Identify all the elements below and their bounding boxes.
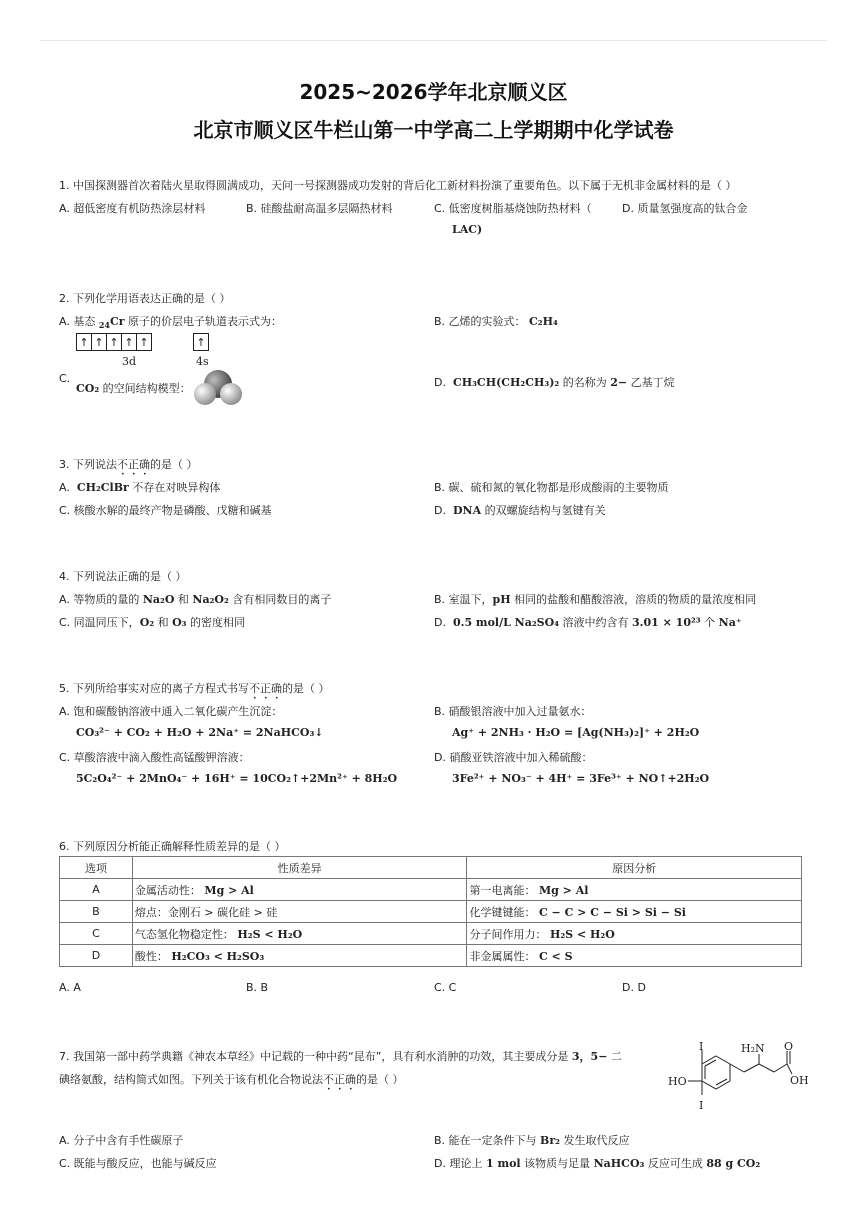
q4-a-pre: A. 等物质的量的 bbox=[59, 593, 140, 606]
table-row bbox=[60, 901, 802, 923]
q7-option-a[interactable]: A. 分子中含有手性碳原子 bbox=[59, 1134, 184, 1147]
q7-option-c[interactable]: C. 既能与酸反应，也能与碱反应 bbox=[59, 1157, 217, 1170]
orbital-box: ↑ bbox=[91, 333, 107, 351]
q7-stem1-formula: 3，5− bbox=[571, 1050, 608, 1063]
q1-option-c[interactable]: C. 低密度树脂基烧蚀防热材料（ bbox=[434, 202, 592, 215]
table-cell-option: D bbox=[60, 945, 133, 967]
q7-stem-line1 bbox=[59, 1048, 622, 1064]
q4-a-formula1: Na₂O bbox=[142, 593, 175, 606]
q4-c-formula2: O₃ bbox=[172, 616, 187, 629]
q5-option-b-equation: Ag⁺ + 2NH₃ · H₂O = [Ag(NH₃)₂]⁺ + 2H₂O bbox=[452, 726, 700, 739]
table-cell-reason bbox=[467, 923, 802, 945]
q6-option-b[interactable]: B. B bbox=[246, 981, 269, 994]
q7-d-formula1: 1 mol bbox=[485, 1157, 521, 1170]
table-cell-option: C bbox=[60, 923, 133, 945]
q5-stem-emphasis: 不正确 bbox=[249, 682, 282, 695]
q3-a-text: 不存在对映异构体 bbox=[128, 481, 221, 494]
q4-a-formula2: Na₂O₂ bbox=[192, 593, 229, 606]
cell-formula: Mg > Al bbox=[538, 883, 589, 897]
struct-amino: H₂N bbox=[741, 1042, 765, 1055]
q7-stem1-post: 二 bbox=[607, 1050, 622, 1063]
q2-b-text: B. 乙烯的实验式： bbox=[434, 315, 526, 328]
cell-formula: C − C > C − Si > Si − Si bbox=[538, 905, 686, 919]
q5-stem bbox=[59, 680, 330, 702]
q3-option-d[interactable] bbox=[434, 502, 606, 518]
q4-d-formula2: 3.01 × 10²³ bbox=[632, 616, 701, 629]
q6-option-a[interactable]: A. A bbox=[59, 981, 81, 994]
orbital-3d-label: 3d bbox=[122, 355, 137, 368]
q1-option-c-cont: LAC) bbox=[452, 223, 483, 236]
q6-stem: 6. 下列原因分析能正确解释性质差异的是（ ） bbox=[59, 840, 286, 853]
q5-option-d-equation: 3Fe²⁺ + NO₃⁻ + 4H⁺ = 3Fe³⁺ + NO↑+2H₂O bbox=[452, 772, 710, 785]
struct-iodine-top: I bbox=[699, 1040, 704, 1053]
orbital-4s-label: 4s bbox=[196, 355, 209, 368]
q4-d-formula1: 0.5 mol/L Na₂SO₄ bbox=[452, 616, 560, 629]
table-row bbox=[60, 879, 802, 901]
table-cell-property bbox=[132, 879, 467, 901]
q4-d-mid: 溶液中约含有 bbox=[559, 616, 633, 629]
q7-b-formula: Br₂ bbox=[540, 1134, 560, 1147]
orbital-box: ↑ bbox=[76, 333, 92, 351]
q3-d-label: D. bbox=[434, 504, 446, 517]
q4-stem: 4. 下列说法正确的是（ ） bbox=[59, 570, 187, 583]
q2-a-post: 原子的价层电子轨道表示式为： bbox=[128, 315, 283, 328]
q4-option-d[interactable] bbox=[434, 614, 742, 630]
q5-stem-post: 的是（ ） bbox=[282, 682, 330, 695]
q7-stem2-pre: 碘络氨酸，结构简式如图。下列关于该有机化合物说法 bbox=[59, 1073, 323, 1086]
q3-a-label: A. bbox=[59, 481, 70, 494]
table-header-cell: 原因分析 bbox=[467, 857, 802, 879]
cell-formula: H₂S < H₂O bbox=[237, 927, 303, 941]
q2-a-element: $_{24}$Cr bbox=[98, 315, 125, 331]
table-header-cell: 性质差异 bbox=[132, 857, 467, 879]
orbital-box: ↑ bbox=[136, 333, 152, 351]
cell-formula: H₂CO₃ < H₂SO₃ bbox=[171, 949, 265, 963]
q2-option-b[interactable] bbox=[434, 313, 558, 329]
orbital-box: ↑ bbox=[121, 333, 137, 351]
table-row bbox=[60, 945, 802, 967]
q7-d-mid: 该物质与足量 bbox=[520, 1157, 594, 1170]
q4-c-mid: 和 bbox=[154, 616, 173, 629]
q4-option-a[interactable] bbox=[59, 591, 331, 607]
q2-d-formula: CH₃CH(CH₂CH₃)₂ bbox=[452, 376, 560, 389]
q4-b-formula: pH bbox=[492, 593, 511, 606]
q6-option-d[interactable]: D. D bbox=[622, 981, 646, 994]
q7-stem1-pre: 7. 我国第一部中药学典籍《神农本草经》中记载的一种中药“昆布”，具有利水消肿的功效，其主要成分是 bbox=[59, 1050, 572, 1063]
page-title-line2: 北京市顺义区牛栏山第一中学高二上学期期中化学试卷 bbox=[193, 118, 674, 142]
q1-option-a[interactable]: A. 超低密度有机防热涂层材料 bbox=[59, 202, 206, 215]
table-cell-option: B bbox=[60, 901, 133, 923]
q5-option-c-equation: 5C₂O₄²⁻ + 2MnO₄⁻ + 16H⁺ = 10CO₂↑+2Mn²⁺ + 8H₂O bbox=[76, 772, 398, 785]
q7-d-pre: D. 理论上 bbox=[434, 1157, 486, 1170]
struct-iodine-bottom: I bbox=[699, 1099, 704, 1112]
q4-c-formula1: O₂ bbox=[139, 616, 155, 629]
q5-option-a-equation: CO₃²⁻ + CO₂ + H₂O + 2Na⁺ = 2NaHCO₃↓ bbox=[76, 726, 324, 739]
q1-option-b[interactable]: B. 硅酸盐耐高温多层隔热材料 bbox=[246, 202, 393, 215]
q7-b-pre: B. 能在一定条件下与 bbox=[434, 1134, 541, 1147]
q3-d-formula: DNA bbox=[452, 504, 482, 517]
q5-option-a[interactable]: A. 饱和碳酸钠溶液中通入二氧化碳产生沉淀： bbox=[59, 705, 283, 718]
cell-text: 分子间作用力： bbox=[469, 927, 547, 941]
q3-option-a[interactable] bbox=[59, 479, 220, 495]
q4-c-pre: C. 同温同压下， bbox=[59, 616, 140, 629]
q7-stem2-emphasis: 不正确 bbox=[323, 1073, 356, 1086]
co2-space-filling-model bbox=[192, 368, 244, 408]
q4-a-post: 含有相同数目的离子 bbox=[228, 593, 332, 606]
table-cell-reason bbox=[467, 901, 802, 923]
q4-option-c[interactable] bbox=[59, 614, 245, 630]
orbital-box: ↑ bbox=[193, 333, 209, 351]
q3-stem-pre: 3. 下列说法 bbox=[59, 458, 117, 471]
q6-option-c[interactable]: C. C bbox=[434, 981, 457, 994]
diiodotyrosine-structure bbox=[664, 1038, 814, 1120]
q7-stem-line2 bbox=[59, 1071, 404, 1093]
q1-stem: 1. 中国探测器首次着陆火星取得圆满成功，天问一号探测器成功发射的背后化工新材料扮演了重要角色。以下属于无机非金属材料的是（ ） bbox=[59, 179, 737, 192]
q7-d-formula3: 88 g CO₂ bbox=[706, 1157, 761, 1170]
cell-text: 非金属属性： bbox=[469, 949, 536, 963]
struct-hydroxyl: HO bbox=[668, 1075, 687, 1088]
cell-text: 酸性： bbox=[134, 949, 168, 963]
cell-text: 气态氢化物稳定性： bbox=[134, 927, 234, 941]
table-cell-reason bbox=[467, 945, 802, 967]
q2-c-text: 的空间结构模型： bbox=[99, 382, 191, 395]
q4-c-post: 的密度相同 bbox=[186, 616, 245, 629]
struct-carboxyl-oh: OH bbox=[790, 1074, 809, 1087]
q2-option-d[interactable] bbox=[434, 374, 675, 390]
cell-formula: H₂S < H₂O bbox=[549, 927, 615, 941]
page-title-line1: 2025~2026学年北京顺义区 bbox=[299, 80, 568, 104]
table-cell-property bbox=[132, 901, 467, 923]
q4-b-post: 相同的盐酸和醋酸溶液，溶质的物质的量浓度相同 bbox=[510, 593, 757, 606]
q4-a-mid: 和 bbox=[174, 593, 193, 606]
q3-d-text: 的双螺旋结构与氢键有关 bbox=[481, 504, 606, 517]
cell-formula: C < S bbox=[538, 949, 573, 963]
q2-d-name: 2− bbox=[610, 376, 628, 389]
struct-carbonyl-o: O bbox=[784, 1040, 794, 1053]
q3-stem bbox=[59, 456, 198, 478]
q7-b-post: 发生取代反应 bbox=[559, 1134, 630, 1147]
orbital-3d-boxes bbox=[76, 333, 152, 351]
q5-option-c[interactable]: C. 草酸溶液中滴入酸性高锰酸钾溶液： bbox=[59, 751, 250, 764]
q2-d-post: 乙基丁烷 bbox=[627, 376, 675, 389]
table-cell-reason bbox=[467, 879, 802, 901]
q4-d-label: D. bbox=[434, 616, 446, 629]
q2-c-formula: CO₂ bbox=[76, 382, 100, 395]
q2-b-formula: C₂H₄ bbox=[529, 315, 558, 328]
q3-a-formula: CH₂ClBr bbox=[76, 481, 129, 494]
q2-d-label: D. bbox=[434, 376, 446, 389]
q2-a-pre: A. 基态 bbox=[59, 315, 96, 328]
q4-d-formula3: Na⁺ bbox=[718, 616, 742, 629]
q2-stem: 2. 下列化学用语表达正确的是（ ） bbox=[59, 292, 231, 305]
q2-option-a[interactable] bbox=[59, 313, 282, 330]
q4-b-pre: B. 室温下， bbox=[434, 593, 493, 606]
table-cell-property bbox=[132, 923, 467, 945]
q7-stem2-post: 的是（ ） bbox=[356, 1073, 404, 1086]
cell-formula: Mg > Al bbox=[204, 883, 254, 897]
top-divider bbox=[40, 40, 827, 41]
q3-option-b[interactable]: B. 碳、硫和氮的氧化物都是形成酸雨的主要物质 bbox=[434, 481, 669, 494]
table-cell-property bbox=[132, 945, 467, 967]
q7-d-formula2: NaHCO₃ bbox=[593, 1157, 645, 1170]
q3-stem-post: 的是（ ） bbox=[150, 458, 198, 471]
cell-text: 金属活动性： bbox=[134, 883, 201, 897]
cell-text: 第一电离能： bbox=[469, 883, 536, 897]
q2-d-mid: 的名称为 bbox=[559, 376, 611, 389]
orbital-box: ↑ bbox=[106, 333, 122, 351]
cell-text: 熔点：金刚石 > 碳化硅 > 硅 bbox=[134, 905, 278, 919]
q2-option-c-label[interactable]: C. bbox=[59, 372, 71, 385]
q4-option-b[interactable] bbox=[434, 591, 756, 607]
q4-d-mid2: 个 bbox=[700, 616, 719, 629]
q5-option-d[interactable]: D. 硝酸亚铁溶液中加入稀硫酸： bbox=[434, 751, 593, 764]
q7-option-b[interactable] bbox=[434, 1132, 629, 1148]
q1-option-d[interactable]: D. 质量氢强度高的钛合金 bbox=[622, 202, 748, 215]
q7-option-d[interactable] bbox=[434, 1155, 760, 1171]
cell-text: 化学键键能： bbox=[469, 905, 536, 919]
q5-stem-pre: 5. 下列所给事实对应的离子方程式书写 bbox=[59, 682, 249, 695]
table-cell-option: A bbox=[60, 879, 133, 901]
table-row bbox=[60, 923, 802, 945]
table-header-cell: 选项 bbox=[60, 857, 133, 879]
q5-option-b[interactable]: B. 硝酸银溶液中加入过量氨水： bbox=[434, 705, 592, 718]
q3-option-c[interactable]: C. 核酸水解的最终产物是磷酸、戊糖和碱基 bbox=[59, 504, 272, 517]
q3-stem-emphasis: 不正确 bbox=[117, 458, 150, 471]
table-header-row bbox=[60, 857, 802, 879]
orbital-4s-box bbox=[193, 333, 209, 351]
q2-option-c bbox=[76, 380, 191, 396]
q6-table bbox=[59, 856, 802, 967]
q7-d-mid2: 反应可生成 bbox=[644, 1157, 707, 1170]
